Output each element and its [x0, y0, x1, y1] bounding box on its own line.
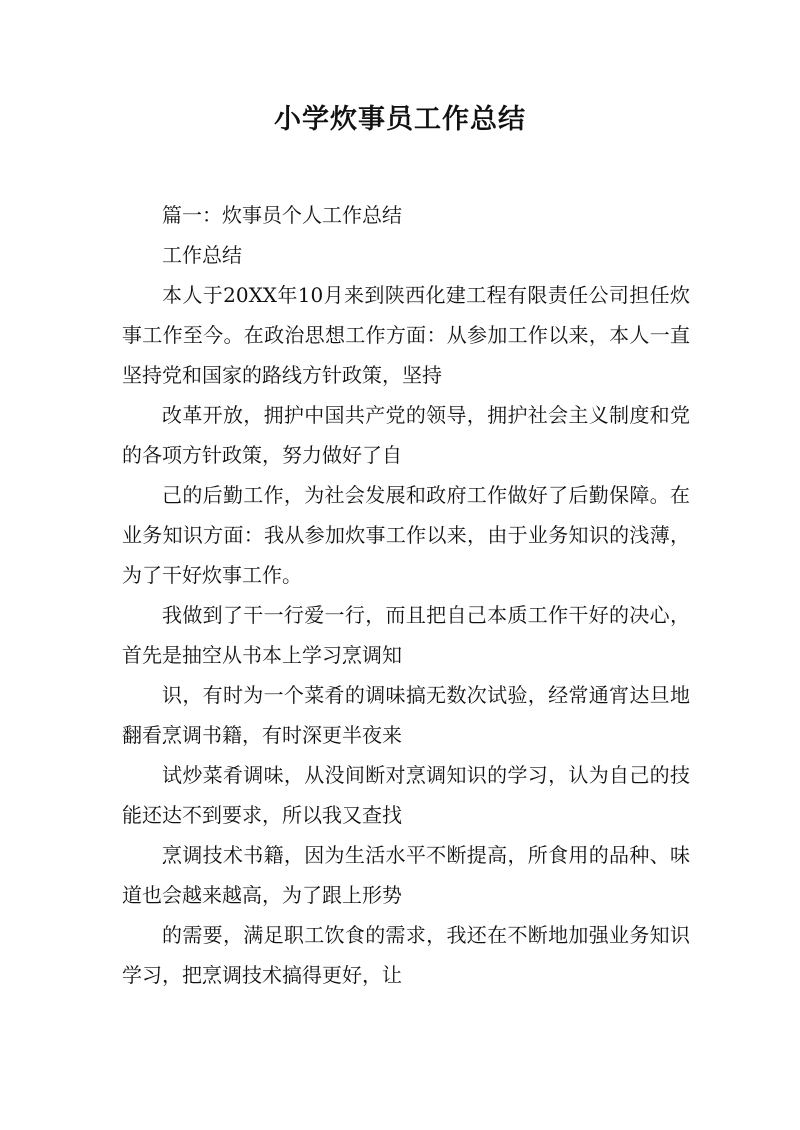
paragraph: 的需要，满足职工饮食的需求，我还在不断地加强业务知识学习，把烹调技术搞得更好，让 — [122, 923, 690, 987]
document-title: 小学炊事员工作总结 — [274, 104, 526, 135]
paragraph: 试炒菜肴调味，从没间断对烹调知识的学习，认为自己的技能还达不到要求，所以我又查找 — [122, 763, 690, 827]
paragraph-subheading: 工作总结 — [162, 243, 242, 267]
paragraph: 我做到了干一行爱一行，而且把自己本质工作干好的决心，首先是抽空从书本上学习烹调知 — [122, 603, 690, 667]
paragraph: 改革开放，拥护中国共产党的领导，拥护社会主义制度和党的各项方针政策，努力做好了自 — [122, 403, 690, 467]
paragraph: 识，有时为一个菜肴的调味搞无数次试验，经常通宵达旦地翻看烹调书籍，有时深更半夜来 — [122, 683, 690, 747]
document-body — [122, 195, 690, 995]
paragraph: 己的后勤工作，为社会发展和政府工作做好了后勤保障。在业务知识方面：我从参加炊事工作以来，由于业务知识的浅薄，为了干好炊事工作。 — [122, 483, 690, 587]
paragraph: 烹调技术书籍，因为生活水平不断提高，所食用的品种、味道也会越来越高，为了跟上形势 — [122, 843, 690, 907]
paragraph: 本人于20XX年10月来到陕西化建工程有限责任公司担任炊事工作至今。在政治思想工作方面：从参加工作以来，本人一直坚持党和国家的路线方针政策，坚持 — [122, 283, 690, 387]
paragraph-section-heading: 篇一：炊事员个人工作总结 — [162, 203, 402, 227]
